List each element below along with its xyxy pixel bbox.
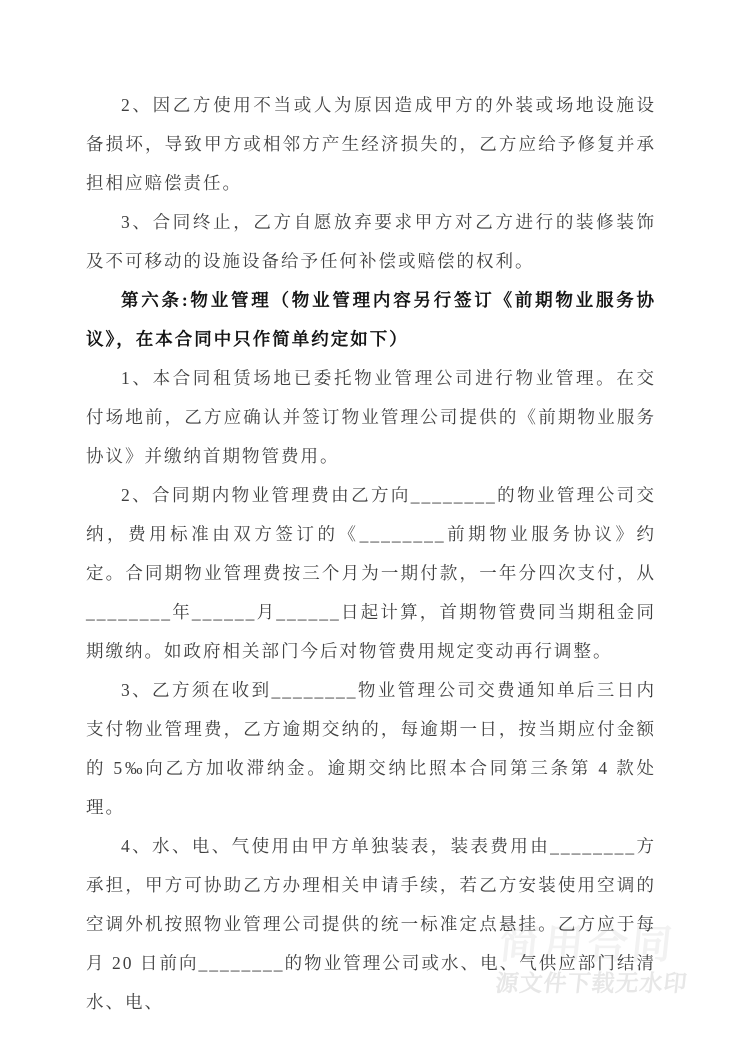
- contract-paragraph-pm-clause-2: 2、合同期内物业管理费由乙方向________的物业管理公司交纳，费用标准由双方签订的《________前期物业服务协议》约定。合同期物业管理费按三个月为一期付款，一年分四次支付，从________年______月______日起计算，首期物管费同当期租金同期缴纳。如政府相关部门今后对物管费用规定变动再行调整。: [86, 485, 656, 661]
- watermark-brand-text: 简用合同: [497, 923, 678, 967]
- section-6-heading-property-management: 第六条:物业管理（物业管理内容另行签订《前期物业服务协议》，在本合同中只作简单约定如下）: [86, 290, 656, 349]
- contract-body: [86, 86, 656, 1022]
- contract-paragraph-damage-liability: 2、因乙方使用不当或人为原因造成甲方的外装或场地设施设备损坏，导致甲方或相邻方产生经济损失的，乙方应给予修复并承担相应赔偿责任。: [86, 95, 656, 193]
- watermark-tagline-text: 源文件下载无水印: [494, 970, 689, 996]
- contract-paragraph-termination-waiver: 3、合同终止，乙方自愿放弃要求甲方对乙方进行的装修装饰及不可移动的设施设备给予任何补偿或赔偿的权利。: [86, 212, 656, 271]
- contract-paragraph-pm-clause-1: 1、本合同租赁场地已委托物业管理公司进行物业管理。在交付场地前，乙方应确认并签订物业管理公司提供的《前期物业服务协议》并缴纳首期物管费用。: [86, 368, 656, 466]
- contract-paragraph-pm-clause-3: 3、乙方须在收到________物业管理公司交费通知单后三日内支付物业管理费，乙方逾期交纳的，每逾期一日，按当期应付金额的 5‰向乙方加收滞纳金。逾期交纳比照本合同第三条第 4 款处理。: [86, 680, 656, 817]
- contract-paragraph-pm-clause-4: 4、水、电、气使用由甲方单独装表，装表费用由________方承担，甲方可协助乙方办理相关申请手续，若乙方安装使用空调的空调外机按照物业管理公司提供的统一标准定点悬挂。乙方应于每月 20 日前向________的物业管理公司或水、电、气供应部门结清水、电、: [86, 836, 656, 1012]
